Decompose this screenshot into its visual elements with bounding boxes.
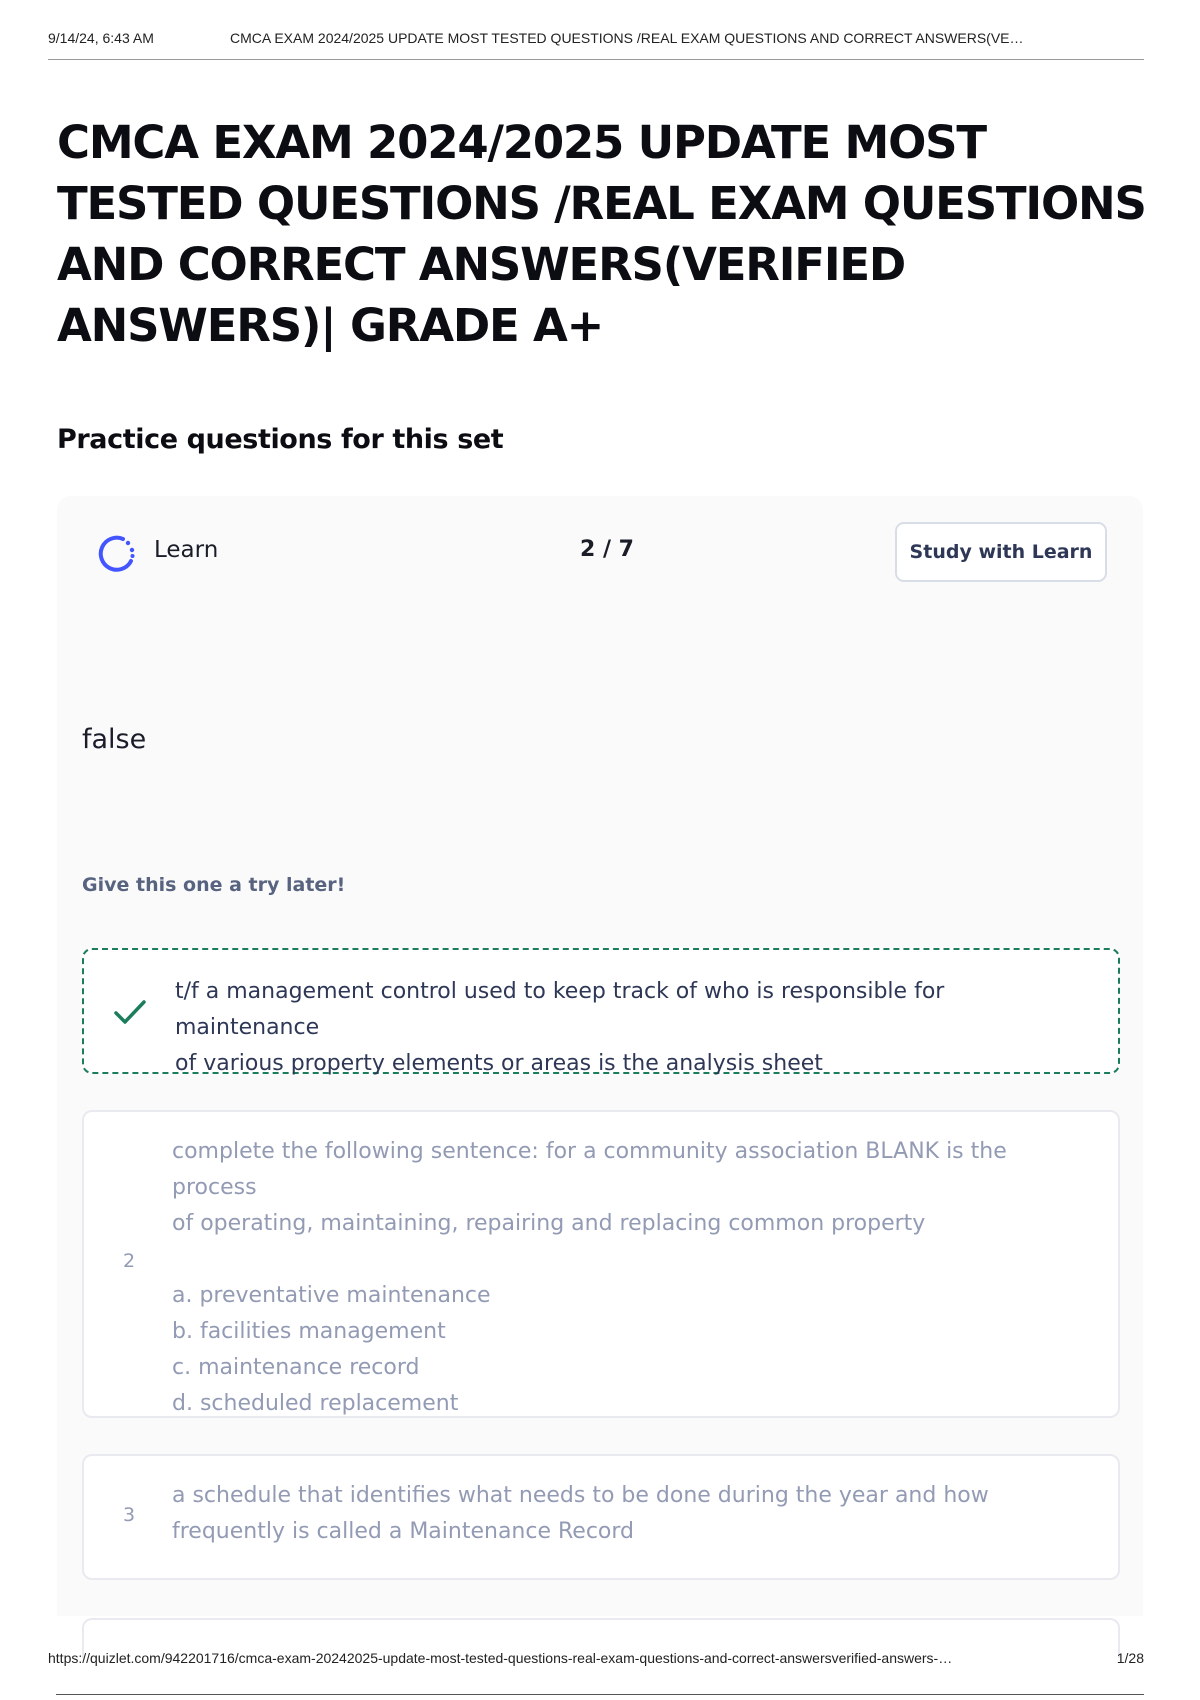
page-title: CMCA EXAM 2024/2025 UPDATE MOST TESTED QUESTIONS /REAL EXAM QUESTIONS AND CORRECT ANSWERS(VERIFIED ANSWERS)| GRADE A+ (57, 116, 1146, 352)
answer-option-text: t/f a management control used to keep track of who is responsible for maintenance of various property elements or areas is the analysis sheet (175, 979, 945, 1076)
print-url: https://quizlet.com/942201716/cmca-exam-20242025-update-most-tested-questions-real-exam-questions-and-correct-answersverified-answers-… (48, 1650, 953, 1666)
learn-card-header (57, 496, 1143, 606)
answer-option-text: complete the following sentence: for a community association BLANK is the process of operating, maintaining, repairing and replacing common property a. preventative maintenance b. facilities management c. maintenance record d. scheduled replacement (172, 1139, 1007, 1416)
question-prompt: false (82, 724, 147, 755)
answer-option-number: 2 (122, 1250, 136, 1272)
print-page-number: 1/28 (1116, 1650, 1144, 1666)
footer-divider (56, 1694, 1144, 1695)
print-doc-title: CMCA EXAM 2024/2025 UPDATE MOST TESTED QUESTIONS /REAL EXAM QUESTIONS AND CORRECT ANSWERS(VE… (230, 30, 1024, 46)
answer-option-text: a schedule that identifies what needs to be done during the year and how frequently is called a Maintenance Record (172, 1483, 989, 1544)
learn-question-panel (57, 606, 1143, 1616)
print-header (48, 30, 1144, 60)
hint-text: Give this one a try later! (82, 874, 346, 896)
study-with-learn-button[interactable]: Study with Learn (895, 522, 1107, 582)
print-footer (48, 1650, 1144, 1700)
answer-option[interactable] (82, 1110, 1120, 1418)
answer-option[interactable] (82, 1454, 1120, 1580)
question-counter: 2 / 7 (580, 537, 634, 562)
answer-option-number: 3 (122, 1504, 136, 1526)
print-date: 9/14/24, 6:43 AM (48, 30, 154, 46)
learn-label: Learn (154, 537, 219, 563)
check-icon (110, 992, 150, 1032)
section-heading: Practice questions for this set (57, 424, 504, 455)
learn-icon (97, 533, 137, 573)
answer-option-correct[interactable] (82, 948, 1120, 1074)
